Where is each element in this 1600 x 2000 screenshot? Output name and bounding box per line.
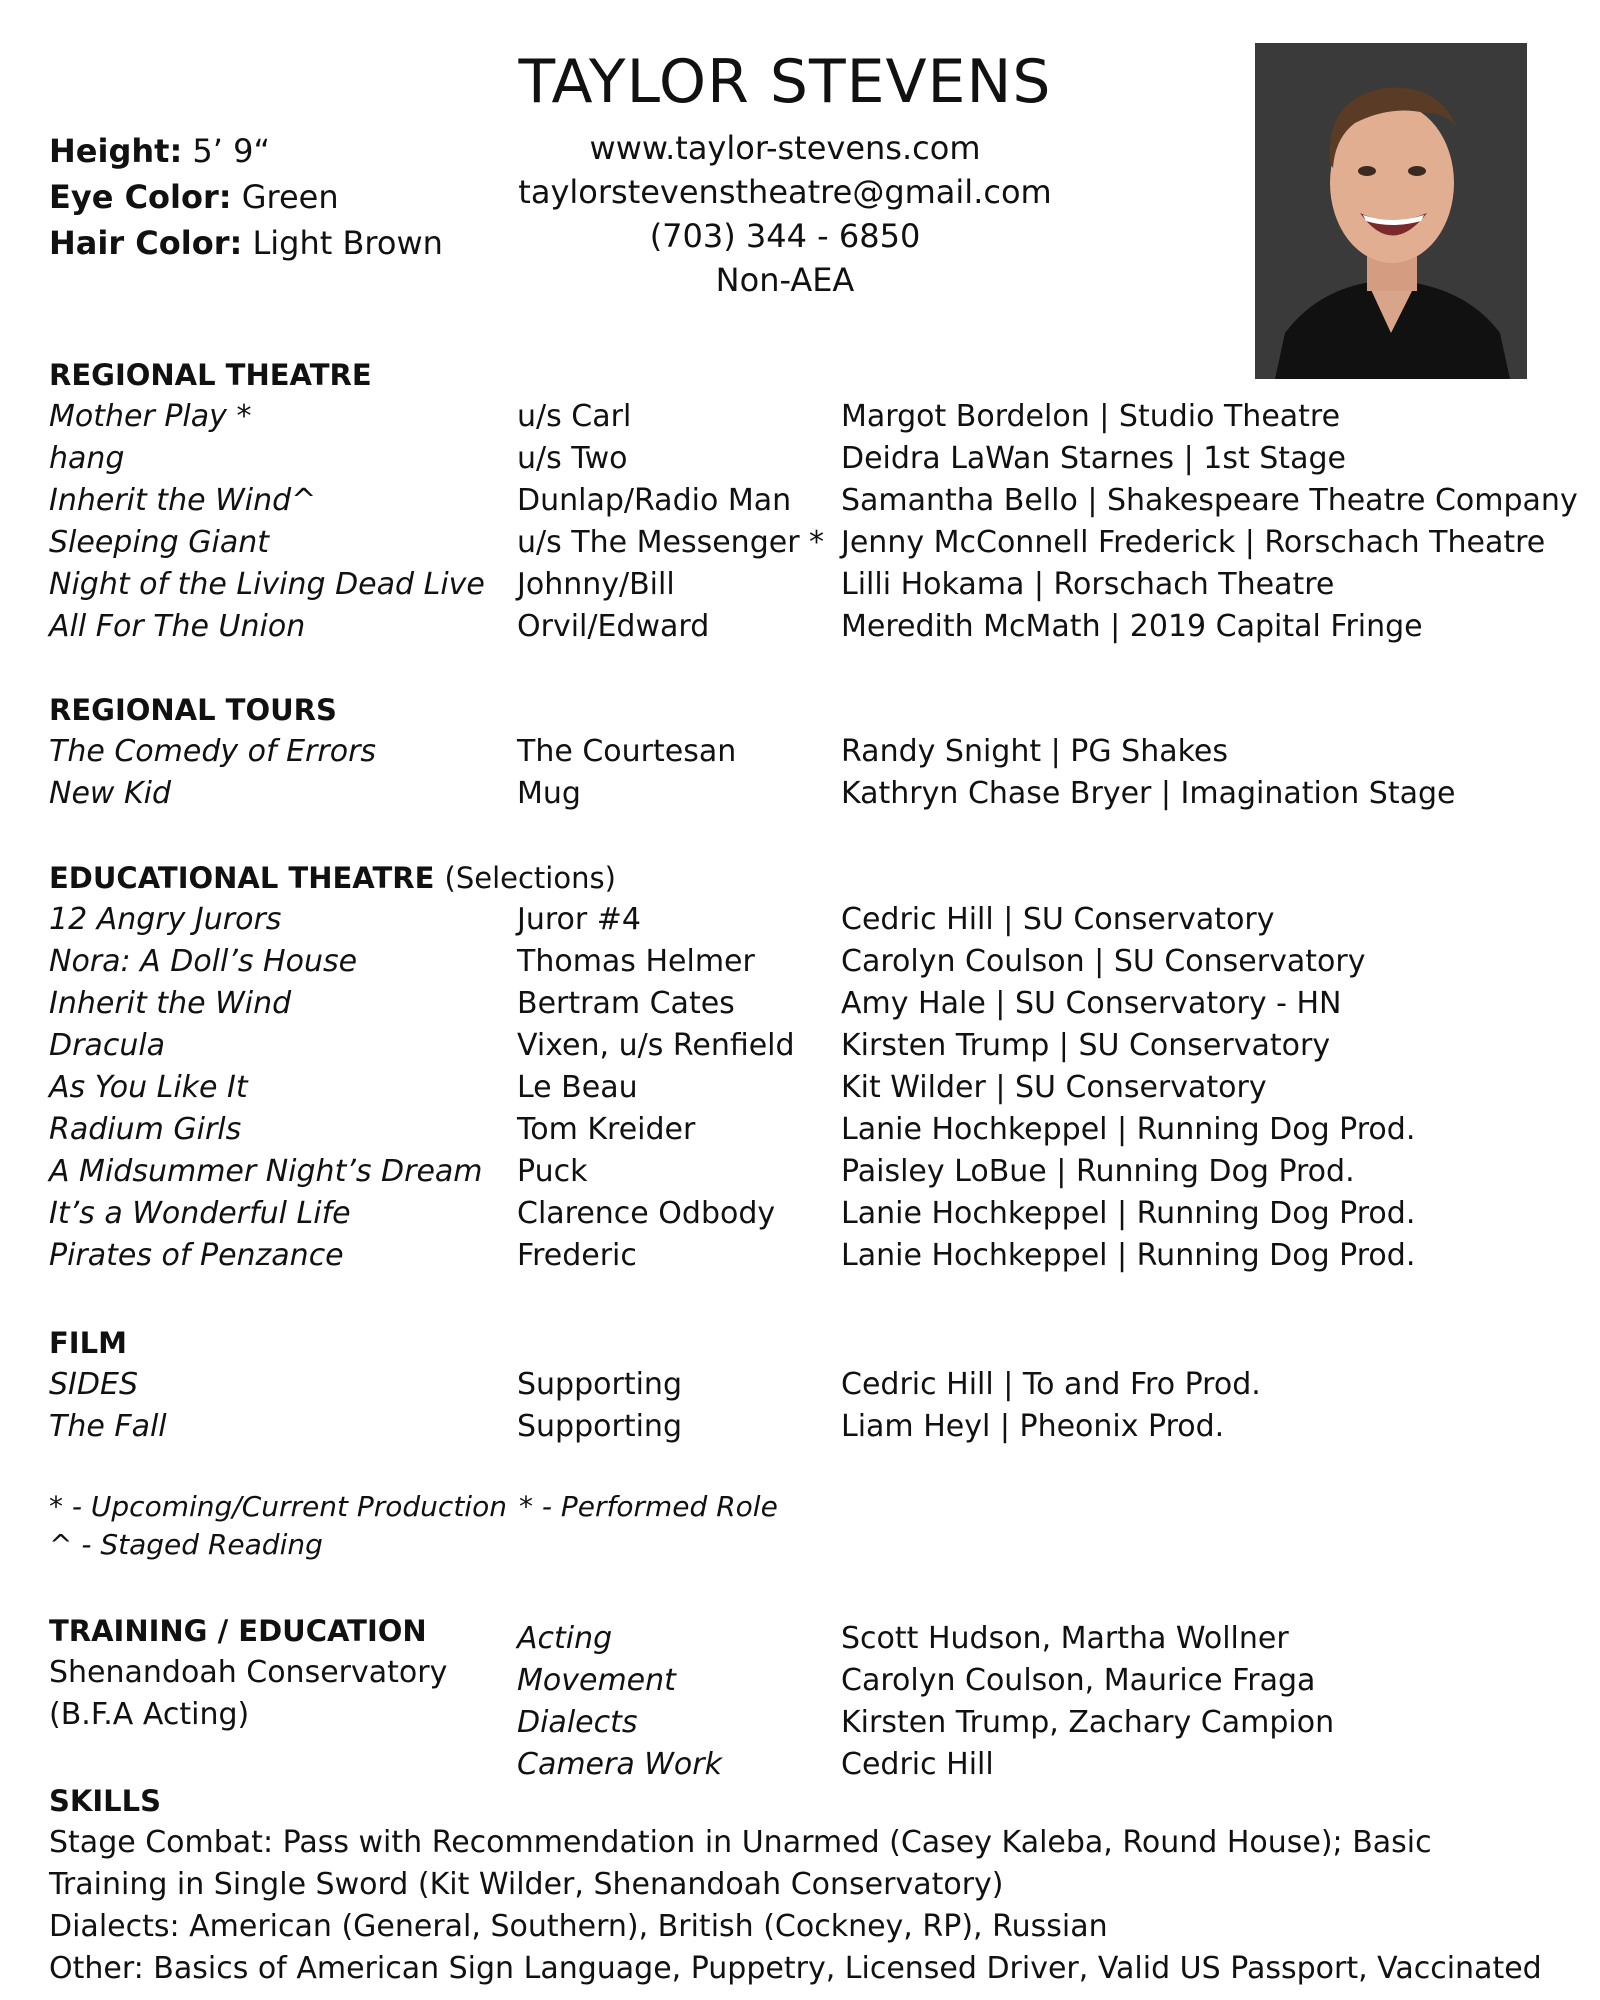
staged-reading-note: ^ - Staged Reading (49, 1528, 323, 1561)
regional-theatre-section (49, 354, 1578, 648)
educational-theatre-section (49, 857, 1569, 1277)
credit-row (49, 480, 1578, 522)
skills-line: Dialects: American (General, Southern), British (Cockney, RP), Russian (49, 1909, 1108, 1944)
credit-row (49, 731, 1569, 773)
show-title: Dracula (49, 1028, 166, 1063)
regional-theatre-heading: REGIONAL THEATRE (49, 358, 372, 392)
role: u/s Two (517, 441, 628, 476)
role: Dunlap/Radio Man (517, 483, 792, 518)
director-company: Liam Heyl | Pheonix Prod. (841, 1409, 1225, 1444)
film-heading: FILM (49, 1326, 127, 1360)
show-title: The Comedy of Errors (49, 734, 377, 769)
show-title: Inherit the Wind (49, 986, 292, 1021)
credit-row (49, 1025, 1569, 1067)
credit-row (49, 396, 1569, 438)
height-value: 5’ 9“ (192, 132, 271, 170)
show-title: It’s a Wonderful Life (49, 1196, 351, 1231)
training-list (49, 1618, 1569, 1786)
show-title: SIDES (49, 1367, 138, 1402)
role: u/s The Messenger * (517, 525, 825, 560)
director-company: Jenny McConnell Frederick | Rorschach Theatre (841, 525, 1546, 560)
credit-row (49, 606, 1569, 648)
training-area: Dialects (517, 1705, 638, 1740)
director-company: Cedric Hill | SU Conservatory (841, 902, 1275, 937)
school-name: Shenandoah Conservatory (49, 1655, 448, 1690)
training-area: Camera Work (517, 1747, 722, 1782)
director-company: Kit Wilder | SU Conservatory (841, 1070, 1267, 1105)
director-company: Lanie Hochkeppel | Running Dog Prod. (841, 1112, 1416, 1147)
skills-line: Other: Basics of American Sign Language, Puppetry, Licensed Driver, Valid US Passport, Vaccinated (49, 1951, 1542, 1986)
show-title: New Kid (49, 776, 172, 811)
skills-line: Stage Combat: Pass with Recommendation in Unarmed (Casey Kaleba, Round House); Basic (49, 1825, 1432, 1860)
training-row (49, 1660, 1569, 1702)
director-company: Meredith McMath | 2019 Capital Fringe (841, 609, 1423, 644)
film-section (49, 1322, 1569, 1448)
director-company: Amy Hale | SU Conservatory - HN (841, 986, 1342, 1021)
email-link[interactable]: taylorstevenstheatre@gmail.com (518, 173, 1052, 211)
credit-row (49, 1364, 1569, 1406)
show-title: Nora: A Doll’s House (49, 944, 358, 979)
website-link[interactable]: www.taylor-stevens.com (589, 129, 981, 167)
training-teachers: Scott Hudson, Martha Wollner (841, 1621, 1289, 1656)
credit-row (49, 1151, 1569, 1193)
show-title: Night of the Living Dead Live (49, 567, 485, 602)
role: Johnny/Bill (517, 567, 675, 602)
headshot-photo (1255, 43, 1527, 379)
role: u/s Carl (517, 399, 632, 434)
regional-tours-heading: REGIONAL TOURS (49, 693, 337, 727)
educational-theatre-subtitle: (Selections) (444, 861, 616, 895)
credit-row (49, 899, 1569, 941)
director-company: Samantha Bello | Shakespeare Theatre Company (841, 483, 1578, 518)
show-title: Sleeping Giant (49, 525, 270, 560)
director-company: Kirsten Trump | SU Conservatory (841, 1028, 1331, 1063)
training-area: Movement (517, 1663, 676, 1698)
credit-row (49, 1193, 1569, 1235)
show-title: Inherit the Wind^ (49, 483, 317, 518)
director-company: Lilli Hokama | Rorschach Theatre (841, 567, 1335, 602)
training-teachers: Kirsten Trump, Zachary Campion (841, 1705, 1335, 1740)
training-teachers: Cedric Hill (841, 1747, 994, 1782)
legend-notes (49, 1488, 778, 1564)
skills-line: Training in Single Sword (Kit Wilder, Shenandoah Conservatory) (49, 1867, 1004, 1902)
skills-heading: SKILLS (49, 1784, 161, 1818)
credit-row (49, 1109, 1569, 1151)
training-row (49, 1702, 1569, 1744)
show-title: Mother Play * (49, 399, 252, 434)
training-teachers: Carolyn Coulson, Maurice Fraga (841, 1663, 1316, 1698)
director-company: Kathryn Chase Bryer | Imagination Stage (841, 776, 1456, 811)
credit-row (49, 1235, 1569, 1277)
training-heading: TRAINING / EDUCATION (49, 1614, 427, 1648)
credit-row (49, 1406, 1569, 1448)
director-company: Lanie Hochkeppel | Running Dog Prod. (841, 1238, 1416, 1273)
hair-color-label: Hair Color: (49, 224, 243, 262)
regional-tours-section (49, 689, 1569, 815)
contact-block (470, 126, 1100, 302)
height-stat (49, 128, 443, 174)
degree: (B.F.A Acting) (49, 1697, 250, 1732)
role: Mug (517, 776, 581, 811)
training-area: Acting (517, 1621, 613, 1656)
headshot-illustration (1255, 43, 1527, 379)
role: Supporting (517, 1367, 682, 1402)
credit-row (49, 438, 1569, 480)
director-company: Paisley LoBue | Running Dog Prod. (841, 1154, 1355, 1189)
actor-name: TAYLOR STEVENS (518, 47, 1052, 117)
credit-row (49, 941, 1569, 983)
hair-color-stat (49, 220, 443, 266)
role: Clarence Odbody (517, 1196, 776, 1231)
role: Frederic (517, 1238, 637, 1273)
height-label: Height: (49, 132, 183, 170)
role: Vixen, u/s Renfield (517, 1028, 795, 1063)
credit-row (49, 983, 1569, 1025)
performed-note: * - Performed Role (519, 1490, 778, 1523)
show-title: hang (49, 441, 125, 476)
show-title: Radium Girls (49, 1112, 242, 1147)
director-company: Lanie Hochkeppel | Running Dog Prod. (841, 1196, 1416, 1231)
role: Tom Kreider (517, 1112, 696, 1147)
educational-theatre-title: EDUCATIONAL THEATRE (49, 861, 435, 895)
show-title: All For The Union (49, 609, 306, 644)
credit-row (49, 773, 1569, 815)
credit-row (49, 522, 1569, 564)
eye-color-value: Green (241, 178, 339, 216)
eye-color-stat (49, 174, 443, 220)
role: Juror #4 (517, 902, 641, 937)
show-title: A Midsummer Night’s Dream (49, 1154, 483, 1189)
hair-color-value: Light Brown (252, 224, 443, 262)
upcoming-note: * - Upcoming/Current Production (49, 1490, 507, 1523)
director-company: Randy Snight | PG Shakes (841, 734, 1229, 769)
credit-row (49, 1067, 1569, 1109)
role: Supporting (517, 1409, 682, 1444)
show-title: The Fall (49, 1409, 167, 1444)
role: Bertram Cates (517, 986, 735, 1021)
role: Puck (517, 1154, 588, 1189)
role: Thomas Helmer (517, 944, 755, 979)
role: Orvil/Edward (517, 609, 710, 644)
phone-number: (703) 344 - 6850 (649, 217, 921, 255)
role: The Courtesan (517, 734, 737, 769)
physical-stats (49, 128, 443, 266)
eye-color-label: Eye Color: (49, 178, 232, 216)
credit-row (49, 564, 1569, 606)
union-status: Non-AEA (715, 261, 855, 299)
director-company: Margot Bordelon | Studio Theatre (841, 399, 1341, 434)
director-company: Cedric Hill | To and Fro Prod. (841, 1367, 1261, 1402)
skills-section (49, 1780, 1569, 1990)
show-title: As You Like It (49, 1070, 248, 1105)
training-row (49, 1618, 1569, 1660)
educational-theatre-heading (49, 857, 1569, 899)
show-title: 12 Angry Jurors (49, 902, 282, 937)
show-title: Pirates of Penzance (49, 1238, 344, 1273)
director-company: Deidra LaWan Starnes | 1st Stage (841, 441, 1346, 476)
role: Le Beau (517, 1070, 638, 1105)
director-company: Carolyn Coulson | SU Conservatory (841, 944, 1366, 979)
